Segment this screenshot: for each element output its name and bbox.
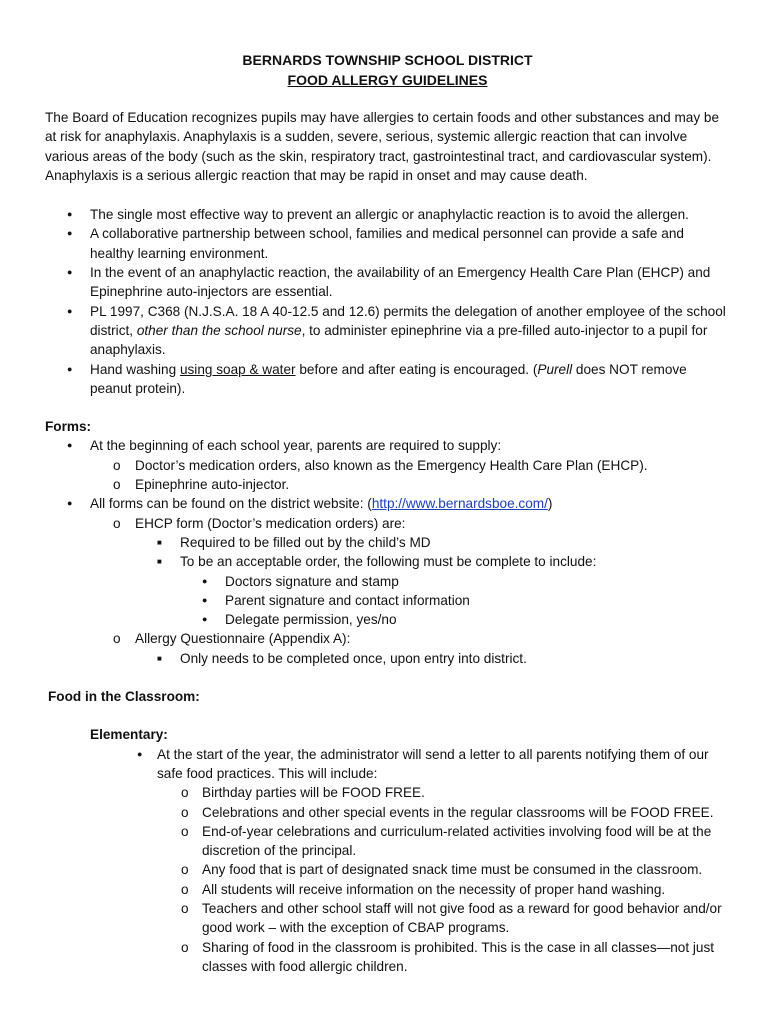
list-item — [45, 880, 730, 899]
list-item-text: before and after eating is encouraged. ( — [295, 361, 538, 377]
list-item-text: Any food that is part of designated snack time must be consumed in the classroom. — [202, 862, 703, 878]
forms-heading: Forms: — [45, 419, 92, 435]
list-item — [45, 456, 730, 475]
list-item — [45, 205, 730, 224]
list-item — [45, 552, 730, 629]
list-item — [45, 572, 730, 591]
list-item-text: does NOT remove peanut protein). — [90, 361, 687, 396]
list-item-text: Parent signature and contact information — [225, 592, 470, 608]
list-item — [45, 533, 730, 552]
list-item — [45, 629, 730, 668]
district-website-link[interactable]: http://www.bernardsboe.com/ — [371, 496, 548, 512]
key-points-list — [45, 205, 730, 398]
list-item — [45, 360, 730, 399]
elementary-list — [45, 745, 730, 977]
elementary-heading: Elementary: — [90, 727, 168, 743]
list-item — [45, 494, 730, 668]
list-item — [45, 263, 730, 302]
list-item-text: All students will receive information on the necessity of proper hand washing. — [202, 881, 666, 897]
list-item — [45, 475, 730, 494]
list-item-text: Hand washing — [90, 361, 180, 377]
list-item — [45, 803, 730, 822]
list-item — [45, 591, 730, 610]
list-item-text: A collaborative partnership between school, families and medical personnel can provide a safe and healthy learning environment. — [90, 226, 684, 261]
list-item-text: At the start of the year, the administrator will send a letter to all parents notifying them of our safe food practices. This will include: — [157, 746, 709, 781]
list-item-text: Celebrations and other special events in the regular classrooms will be FOOD FREE. — [202, 804, 714, 820]
list-item — [45, 224, 730, 263]
italic-text: other than the school nurse — [136, 322, 302, 338]
document-title — [45, 50, 730, 90]
list-item-text: Only needs to be completed once, upon entry into district. — [180, 650, 527, 666]
underlined-text: using soap & water — [179, 361, 296, 377]
list-item-text: All forms can be found on the district website: ( — [90, 496, 372, 512]
list-item — [45, 514, 730, 630]
list-item-text: EHCP form (Doctor’s medication orders) are: — [135, 515, 406, 531]
list-item-text: ) — [547, 496, 553, 512]
list-item-text: Doctors signature and stamp — [225, 573, 399, 589]
title-district: BERNARDS TOWNSHIP SCHOOL DISTRICT — [242, 52, 533, 68]
list-item — [45, 783, 730, 802]
list-item-text: The single most effective way to prevent an allergic or anaphylactic reaction is to avoid the allergen. — [90, 207, 689, 223]
list-item — [45, 610, 730, 629]
list-item-text: Doctor’s medication orders, also known as the Emergency Health Care Plan (EHCP). — [135, 457, 648, 473]
list-item-text: End-of-year celebrations and curriculum-related activities involving food will be at the discretion of the principal. — [202, 823, 712, 859]
list-item — [45, 745, 730, 977]
list-item — [45, 436, 730, 494]
list-item-text: Sharing of food in the classroom is prohibited. This is the case in all classes—not just classes with food allergic children. — [202, 939, 715, 974]
italic-text: Purell — [537, 361, 573, 377]
list-item-text: Required to be filled out by the child’s MD — [180, 534, 431, 550]
list-item-text: Delegate permission, yes/no — [225, 612, 397, 628]
list-item — [45, 649, 730, 668]
classroom-heading: Food in the Classroom: — [48, 689, 200, 705]
list-item-text: Epinephrine auto-injector. — [135, 477, 290, 493]
intro-paragraph: The Board of Education recognizes pupils may have allergies to certain foods and other substances and may be at risk for anaphylaxis. Anaphylaxis is a sudden, severe, serious, systemic allergic reaction that can involve various areas of the body (such as the skin, respiratory tract, gastrointestinal tract, and cardiovascular system). Anaphylaxis is a serious allergic reaction that may be rapid in onset and may cause death. — [45, 110, 720, 183]
list-item — [45, 302, 730, 360]
list-item-text: Allergy Questionnaire (Appendix A): — [135, 631, 351, 647]
list-item — [45, 822, 730, 861]
list-item-text: At the beginning of each school year, parents are required to supply: — [90, 438, 502, 454]
list-item-text: Birthday parties will be FOOD FREE. — [202, 785, 425, 801]
list-item-text: In the event of an anaphylactic reaction, the availability of an Emergency Health Care Plan (EHCP) and Epinephrine auto-injectors are essential. — [90, 265, 711, 300]
list-item-text: , to administer epinephrine via a pre-filled auto-injector to a pupil for anaphylaxis. — [90, 322, 708, 358]
list-item — [45, 860, 730, 879]
title-guidelines: FOOD ALLERGY GUIDELINES — [287, 72, 488, 88]
list-item — [45, 938, 730, 977]
list-item — [45, 899, 730, 938]
list-item-text: To be an acceptable order, the following must be complete to include: — [180, 554, 597, 570]
list-item-text: Teachers and other school staff will not give food as a reward for good behavior and/or good work – with the exception of CBAP programs. — [202, 900, 722, 936]
forms-list — [45, 436, 730, 668]
list-item-text: PL 1997, C368 (N.J.S.A. 18 A 40-12.5 and 12.6) permits the delegation of another employee of the school district, — [90, 303, 726, 338]
